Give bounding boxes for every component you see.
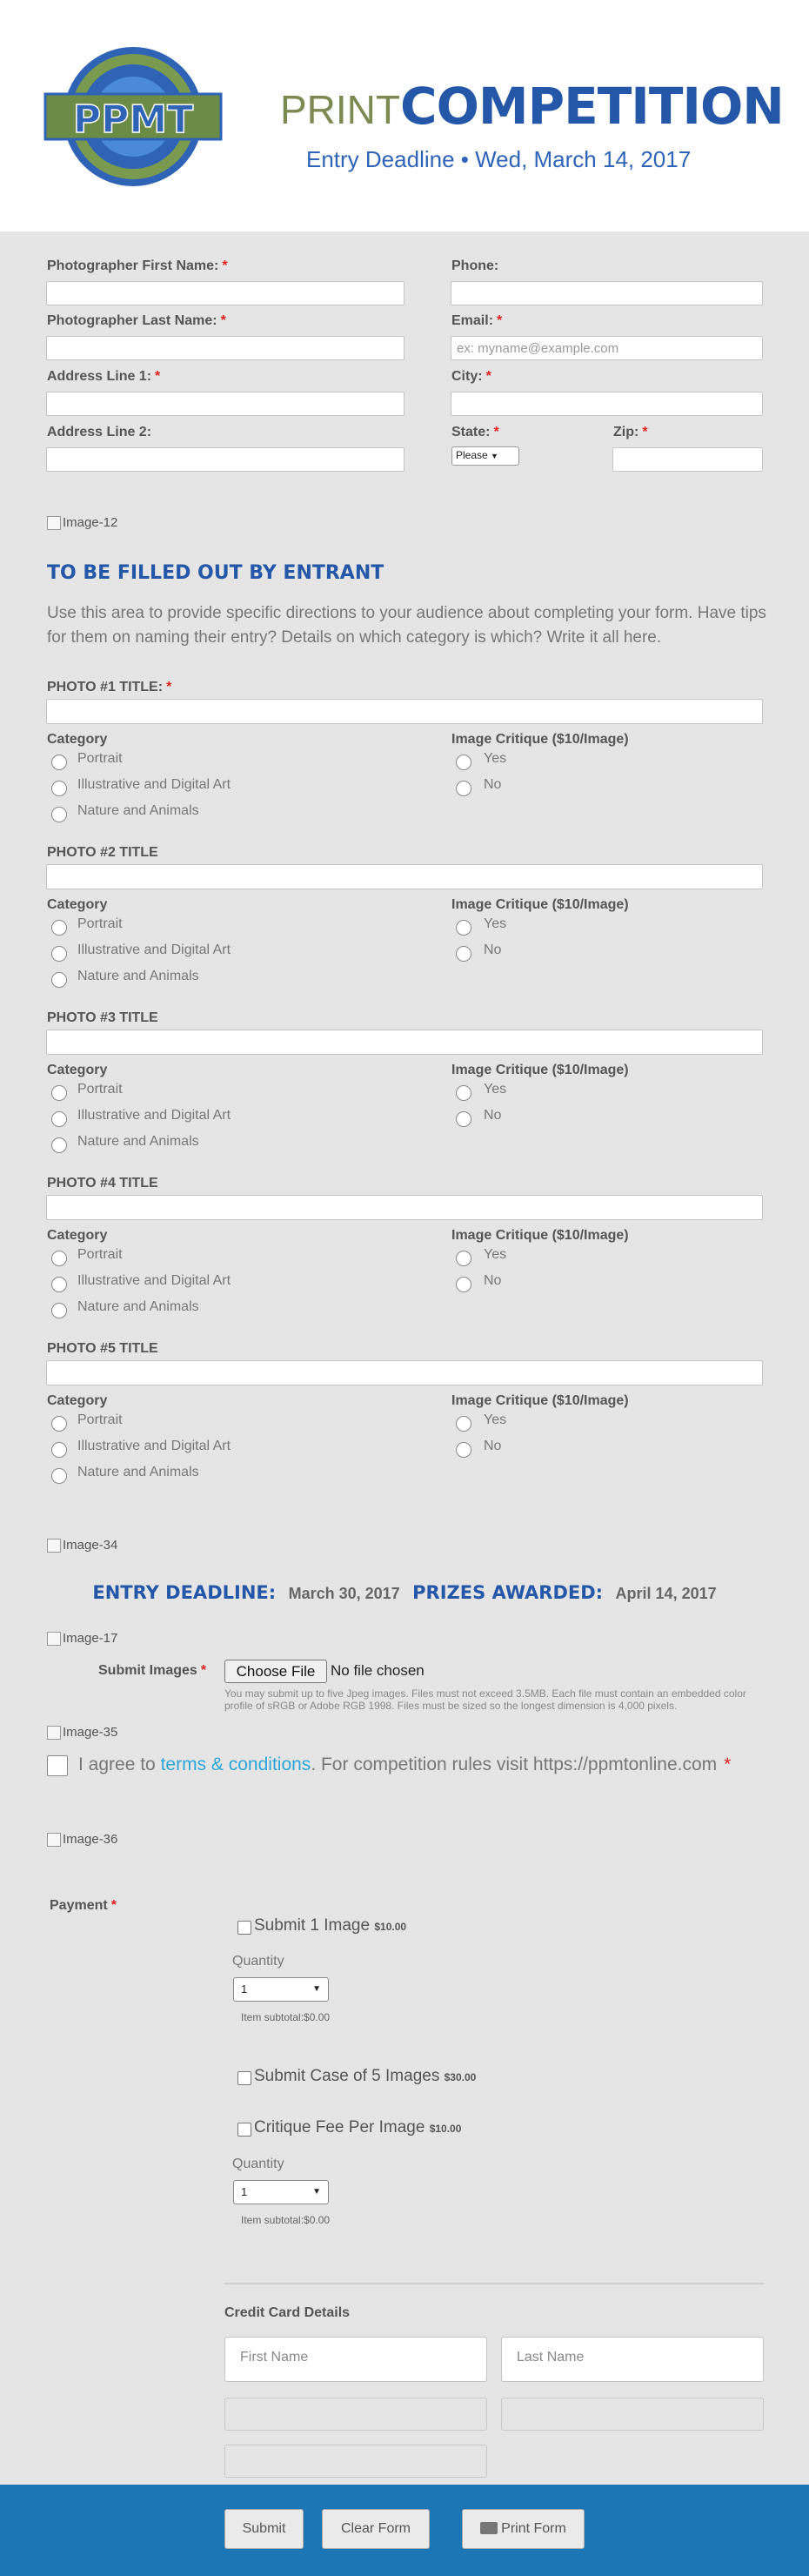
upload-instructions: You may submit up to five Jpeg images. Files must not exceed 3.5MB. Each file must contain an embedded color profile of sRGB or Adobe RGB 1998. Files must be sized so the longest dimension is 4,000 pixels. (224, 1687, 746, 1712)
photo-5-title-input[interactable] (46, 1360, 763, 1385)
address2-input[interactable] (46, 447, 404, 472)
photo-3-category-radio[interactable] (51, 1111, 67, 1127)
broken-image-icon (47, 1539, 61, 1553)
product-1-quantity-select[interactable]: 1 ▼ (233, 1977, 329, 2002)
address1-input[interactable] (46, 392, 404, 416)
chevron-down-icon: ▼ (491, 452, 498, 460)
photo-5-category-option: Nature and Animals (77, 1465, 199, 1479)
last-name-input[interactable] (46, 336, 404, 360)
photo-4-category-label: Category (47, 1228, 108, 1243)
payment-label: Payment * (50, 1898, 117, 1913)
broken-image-icon (47, 1833, 61, 1847)
photo-3-category-option: Illustrative and Digital Art (77, 1108, 231, 1123)
photo-5-category-radio[interactable] (51, 1468, 67, 1484)
photo-1-category-option: Illustrative and Digital Art (77, 777, 231, 792)
photo-1-title-label: PHOTO #1 TITLE: * (47, 680, 172, 694)
title-print: PRINT (280, 87, 400, 132)
key-dates (0, 1582, 809, 1603)
photo-3-category-label: Category (47, 1063, 108, 1077)
entry-deadline-date: March 30, 2017 (288, 1585, 400, 1602)
broken-image-12: Image-12 (47, 515, 117, 530)
photo-2-critique-radio[interactable] (456, 946, 471, 962)
cc-first-name-input[interactable]: First Name (224, 2337, 487, 2382)
entrant-section-title: TO BE FILLED OUT BY ENTRANT (47, 562, 384, 584)
email-input[interactable]: ex: myname@example.com (451, 336, 763, 360)
photo-1-category-radio[interactable] (51, 807, 67, 822)
state-select[interactable]: Please ▼ (451, 446, 519, 466)
photo-3-critique-option: Yes (484, 1082, 507, 1097)
photo-2-critique-label: Image Critique ($10/Image) (451, 897, 629, 912)
submit-button[interactable]: Submit (224, 2509, 304, 2549)
product-1-quantity-label: Quantity (232, 1954, 284, 1969)
photo-1-title-input[interactable] (46, 699, 763, 724)
photo-2-category-label: Category (47, 897, 108, 912)
photo-2-category-radio[interactable] (51, 920, 67, 936)
phone-input[interactable] (451, 281, 763, 305)
photo-5-category-radio[interactable] (51, 1442, 67, 1458)
product-3-quantity-select[interactable]: 1 ▼ (233, 2180, 329, 2204)
zip-input[interactable] (612, 447, 763, 472)
broken-image-icon (47, 1726, 61, 1740)
submit-images-label: Submit Images * (98, 1663, 207, 1678)
photo-3-category-radio[interactable] (51, 1085, 67, 1101)
title-competition: COMPETITION (400, 77, 784, 136)
photo-1-category-radio[interactable] (51, 781, 67, 796)
photo-3-title-label: PHOTO #3 TITLE (47, 1010, 158, 1025)
prizes-awarded-label: PRIZES AWARDED: (412, 1582, 604, 1603)
photo-5-category-option: Illustrative and Digital Art (77, 1439, 231, 1453)
clear-form-button[interactable]: Clear Form (322, 2509, 430, 2549)
photo-4-category-option: Portrait (77, 1247, 123, 1262)
address2-label: Address Line 2: (47, 425, 152, 439)
photo-3-category-radio[interactable] (51, 1137, 67, 1153)
svg-text:PPMT: PPMT (72, 97, 194, 142)
photo-5-critique-radio[interactable] (456, 1442, 471, 1458)
photo-2-title-input[interactable] (46, 864, 763, 889)
photo-2-category-option: Portrait (77, 916, 123, 931)
photo-4-category-radio[interactable] (51, 1251, 67, 1266)
state-label: State: * (451, 425, 499, 439)
terms-checkbox[interactable] (47, 1755, 68, 1776)
photo-4-critique-option: No (484, 1273, 502, 1288)
photo-4-title-input[interactable] (46, 1195, 763, 1220)
photo-5-critique-radio[interactable] (456, 1416, 471, 1432)
photo-4-critique-radio[interactable] (456, 1251, 471, 1266)
photo-5-category-radio[interactable] (51, 1416, 67, 1432)
photo-5-title-label: PHOTO #5 TITLE (47, 1341, 158, 1356)
photo-4-category-radio[interactable] (51, 1277, 67, 1292)
broken-image-36: Image-36 (47, 1832, 117, 1847)
photo-5-critique-option: No (484, 1439, 502, 1453)
photo-2-category-radio[interactable] (51, 946, 67, 962)
photo-2-category-radio[interactable] (51, 972, 67, 988)
entry-deadline-label: ENTRY DEADLINE: (92, 1582, 277, 1603)
photo-1-critique-option: No (484, 777, 502, 792)
cc-expiry-field[interactable] (224, 2445, 487, 2478)
entry-deadline-banner: Entry Deadline • Wed, March 14, 2017 (306, 146, 692, 172)
photo-5-category-option: Portrait (77, 1412, 123, 1427)
terms-link[interactable]: terms & conditions (160, 1754, 311, 1774)
photo-1-category-option: Portrait (77, 751, 123, 766)
print-form-button[interactable]: Print Form (462, 2509, 585, 2549)
photo-1-category-label: Category (47, 732, 108, 747)
photo-2-critique-option: No (484, 943, 502, 957)
product-3-name: Critique Fee Per Image $10.00 (254, 2118, 462, 2137)
product-3-subtotal: Item subtotal:$0.00 (241, 2214, 331, 2226)
photo-3-critique-radio[interactable] (456, 1085, 471, 1101)
zip-label: Zip: * (613, 425, 648, 439)
photo-2-category-option: Illustrative and Digital Art (77, 943, 231, 957)
photo-3-category-option: Portrait (77, 1082, 123, 1097)
phone-label: Phone: (451, 258, 499, 273)
photo-3-category-option: Nature and Animals (77, 1134, 199, 1149)
email-label: Email: * (451, 313, 503, 328)
last-name-label: Photographer Last Name: * (47, 313, 226, 328)
photo-1-category-option: Nature and Animals (77, 803, 199, 818)
choose-file-button[interactable]: Choose File (224, 1660, 327, 1683)
photo-2-critique-radio[interactable] (456, 920, 471, 936)
photo-4-critique-option: Yes (484, 1247, 507, 1262)
page-title (280, 77, 784, 136)
payment-divider (224, 2283, 764, 2284)
cc-last-name-input[interactable]: Last Name (501, 2337, 764, 2382)
first-name-label: Photographer First Name: * (47, 258, 228, 273)
city-label: City: * (451, 369, 491, 384)
city-input[interactable] (451, 392, 763, 416)
photo-3-critique-radio[interactable] (456, 1111, 471, 1127)
photo-4-category-option: Illustrative and Digital Art (77, 1273, 231, 1288)
product-1-name: Submit 1 Image $10.00 (254, 1916, 407, 1935)
photo-1-critique-label: Image Critique ($10/Image) (451, 732, 629, 747)
product-3-checkbox[interactable] (237, 2123, 251, 2137)
product-3-quantity-label: Quantity (232, 2157, 284, 2171)
product-1-checkbox[interactable] (237, 1921, 251, 1935)
photo-5-category-label: Category (47, 1393, 108, 1408)
terms-text: I agree to terms & conditions. For competition rules visit https://ppmtonline.com * (78, 1754, 732, 1774)
file-status: No file chosen (331, 1662, 425, 1679)
photo-3-critique-label: Image Critique ($10/Image) (451, 1063, 629, 1077)
photo-5-critique-label: Image Critique ($10/Image) (451, 1393, 629, 1408)
photo-2-critique-option: Yes (484, 916, 507, 931)
photo-3-critique-option: No (484, 1108, 502, 1123)
first-name-input[interactable] (46, 281, 404, 305)
photo-4-category-option: Nature and Animals (77, 1299, 199, 1314)
photo-1-critique-radio[interactable] (456, 755, 471, 770)
prizes-awarded-date: April 14, 2017 (615, 1585, 717, 1602)
cc-security-field[interactable] (501, 2398, 764, 2431)
product-1-subtotal: Item subtotal:$0.00 (241, 2011, 331, 2023)
product-2-name: Submit Case of 5 Images $30.00 (254, 2067, 477, 2085)
printer-icon (480, 2522, 498, 2534)
photo-4-critique-radio[interactable] (456, 1277, 471, 1292)
address1-label: Address Line 1: * (47, 369, 161, 384)
ppmt-logo (43, 45, 223, 188)
photo-3-title-input[interactable] (46, 1030, 763, 1055)
credit-card-title: Credit Card Details (224, 2305, 351, 2320)
photo-4-title-label: PHOTO #4 TITLE (47, 1176, 158, 1191)
product-2-checkbox[interactable] (237, 2071, 251, 2085)
form-header (0, 0, 809, 231)
photo-4-critique-label: Image Critique ($10/Image) (451, 1228, 629, 1243)
photo-1-critique-option: Yes (484, 751, 507, 766)
photo-2-category-option: Nature and Animals (77, 969, 199, 983)
photo-4-category-radio[interactable] (51, 1303, 67, 1318)
broken-image-35: Image-35 (47, 1725, 117, 1740)
broken-image-17: Image-17 (47, 1631, 117, 1646)
chevron-down-icon: ▼ (312, 2187, 321, 2197)
photo-5-critique-option: Yes (484, 1412, 507, 1427)
photo-1-category-radio[interactable] (51, 755, 67, 770)
broken-image-icon (47, 516, 61, 530)
chevron-down-icon: ▼ (312, 1984, 321, 1994)
photo-1-critique-radio[interactable] (456, 781, 471, 796)
broken-image-34: Image-34 (47, 1538, 117, 1553)
broken-image-icon (47, 1632, 61, 1646)
cc-number-field[interactable] (224, 2398, 487, 2431)
photo-2-title-label: PHOTO #2 TITLE (47, 845, 158, 860)
entrant-instructions: Use this area to provide specific directions to your audience about completing your form. Have tips for them on naming their entry? Details on which category is which? Write it all here. (47, 604, 766, 647)
